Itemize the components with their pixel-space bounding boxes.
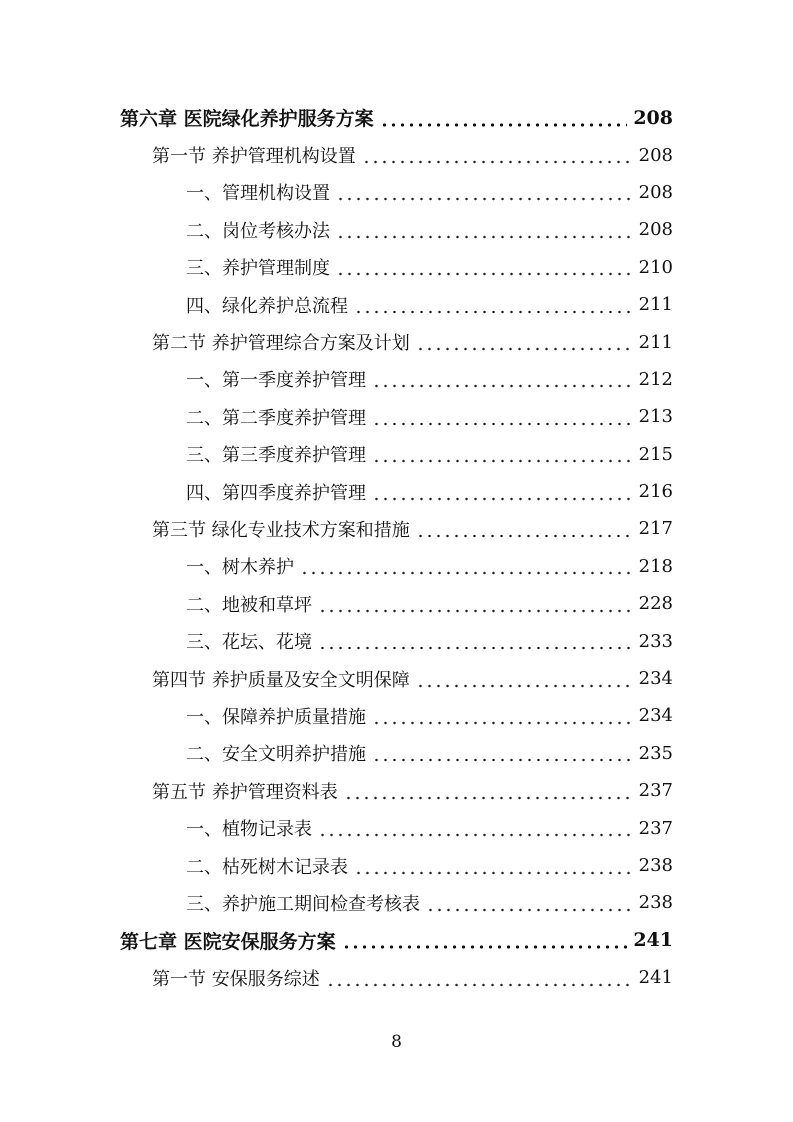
toc-subsection-entry[interactable] [0, 884, 793, 921]
dot-leader [336, 258, 633, 276]
toc-entry-title: 第二节 养护管理综合方案及计划 [152, 329, 414, 355]
dot-leader [354, 296, 633, 314]
dot-leader [342, 931, 628, 949]
toc-chapter-entry[interactable] [0, 922, 793, 959]
dot-leader [416, 333, 633, 351]
toc-subsection-entry[interactable] [0, 697, 793, 734]
toc-section-entry[interactable] [0, 772, 793, 809]
toc-subsection-entry[interactable] [0, 436, 793, 473]
toc-entry-title: 第一节 安保服务综述 [152, 965, 324, 991]
toc-entry-title: 一、管理机构设置 [186, 179, 334, 205]
toc-entry-page: 235 [638, 742, 673, 764]
toc-subsection-entry[interactable] [0, 622, 793, 659]
table-of-contents [0, 99, 793, 996]
toc-subsection-entry[interactable] [0, 809, 793, 846]
toc-entry-title: 三、养护管理制度 [186, 254, 334, 280]
toc-entry-title: 第一节 养护管理机构设置 [152, 142, 360, 168]
toc-entry-page: 208 [633, 106, 673, 129]
dot-leader [336, 183, 633, 201]
toc-subsection-entry[interactable] [0, 211, 793, 248]
dot-leader [354, 857, 633, 875]
toc-entry-title: 二、第二季度养护管理 [186, 404, 370, 430]
toc-entry-page: 208 [638, 181, 673, 203]
toc-entry-page: 212 [638, 368, 673, 390]
dot-leader [372, 483, 633, 501]
toc-entry-title: 二、地被和草坪 [186, 591, 316, 617]
toc-subsection-entry[interactable] [0, 361, 793, 398]
toc-section-entry[interactable] [0, 323, 793, 360]
toc-section-entry[interactable] [0, 959, 793, 996]
dot-leader [372, 707, 633, 725]
toc-entry-title: 三、花坛、花境 [186, 628, 316, 654]
toc-subsection-entry[interactable] [0, 286, 793, 323]
dot-leader [416, 670, 633, 688]
page-number: 8 [391, 1032, 402, 1052]
toc-entry-page: 218 [638, 555, 673, 577]
dot-leader [372, 445, 633, 463]
dot-leader [362, 146, 633, 164]
dot-leader [380, 109, 628, 127]
toc-entry-title: 三、第三季度养护管理 [186, 441, 370, 467]
toc-subsection-entry[interactable] [0, 473, 793, 510]
toc-entry-title: 三、养护施工期间检查考核表 [186, 890, 424, 916]
dot-leader [372, 744, 633, 762]
toc-entry-title: 第七章 医院安保服务方案 [120, 927, 340, 954]
toc-entry-page: 213 [638, 406, 673, 428]
toc-entry-page: 237 [638, 780, 673, 802]
toc-section-entry[interactable] [0, 660, 793, 697]
toc-chapter-entry[interactable] [0, 99, 793, 136]
toc-entry-page: 234 [638, 668, 673, 690]
toc-entry-page: 233 [638, 630, 673, 652]
toc-entry-title: 四、第四季度养护管理 [186, 479, 370, 505]
toc-entry-page: 238 [638, 855, 673, 876]
toc-entry-page: 217 [638, 518, 673, 540]
toc-entry-page: 241 [638, 967, 673, 989]
dot-leader [344, 782, 633, 800]
toc-entry-page: 241 [633, 929, 673, 952]
toc-entry-title: 四、绿化养护总流程 [186, 292, 352, 318]
dot-leader [426, 894, 633, 912]
toc-entry-title: 一、树木养护 [186, 553, 298, 579]
dot-leader [318, 632, 633, 650]
toc-entry-page: 208 [638, 219, 673, 241]
toc-section-entry[interactable] [0, 510, 793, 547]
toc-entry-page: 215 [638, 443, 673, 465]
toc-subsection-entry[interactable] [0, 548, 793, 585]
toc-subsection-entry[interactable] [0, 585, 793, 622]
toc-entry-page: 211 [638, 331, 673, 353]
toc-section-entry[interactable] [0, 136, 793, 173]
toc-entry-title: 第三节 绿化专业技术方案和措施 [152, 516, 414, 542]
toc-entry-page: 234 [638, 705, 673, 727]
toc-entry-title: 一、保障养护质量措施 [186, 703, 370, 729]
toc-entry-title: 二、安全文明养护措施 [186, 740, 370, 766]
toc-subsection-entry[interactable] [0, 735, 793, 772]
toc-entry-page: 237 [638, 817, 673, 839]
toc-entry-page: 211 [638, 294, 673, 316]
dot-leader [318, 595, 633, 613]
toc-entry-page: 216 [638, 481, 673, 503]
toc-subsection-entry[interactable] [0, 249, 793, 286]
toc-entry-title: 第五节 养护管理资料表 [152, 778, 342, 804]
toc-entry-title: 一、第一季度养护管理 [186, 366, 370, 392]
toc-entry-page: 210 [638, 256, 673, 278]
toc-entry-title: 第四节 养护质量及安全文明保障 [152, 666, 414, 692]
toc-entry-page: 208 [638, 144, 673, 166]
toc-subsection-entry[interactable] [0, 398, 793, 435]
toc-entry-title: 第六章 医院绿化养护服务方案 [120, 104, 378, 131]
toc-entry-title: 二、枯死树木记录表 [186, 853, 352, 879]
dot-leader [326, 969, 633, 987]
toc-entry-title: 二、岗位考核办法 [186, 217, 334, 243]
toc-entry-page: 238 [638, 892, 673, 914]
dot-leader [416, 520, 633, 538]
toc-entry-title: 一、植物记录表 [186, 815, 316, 841]
dot-leader [300, 557, 633, 575]
toc-subsection-entry[interactable] [0, 847, 793, 884]
dot-leader [372, 408, 633, 426]
toc-entry-page: 228 [638, 593, 673, 615]
toc-subsection-entry[interactable] [0, 174, 793, 211]
dot-leader [318, 819, 633, 837]
dot-leader [372, 370, 633, 388]
dot-leader [336, 221, 633, 239]
